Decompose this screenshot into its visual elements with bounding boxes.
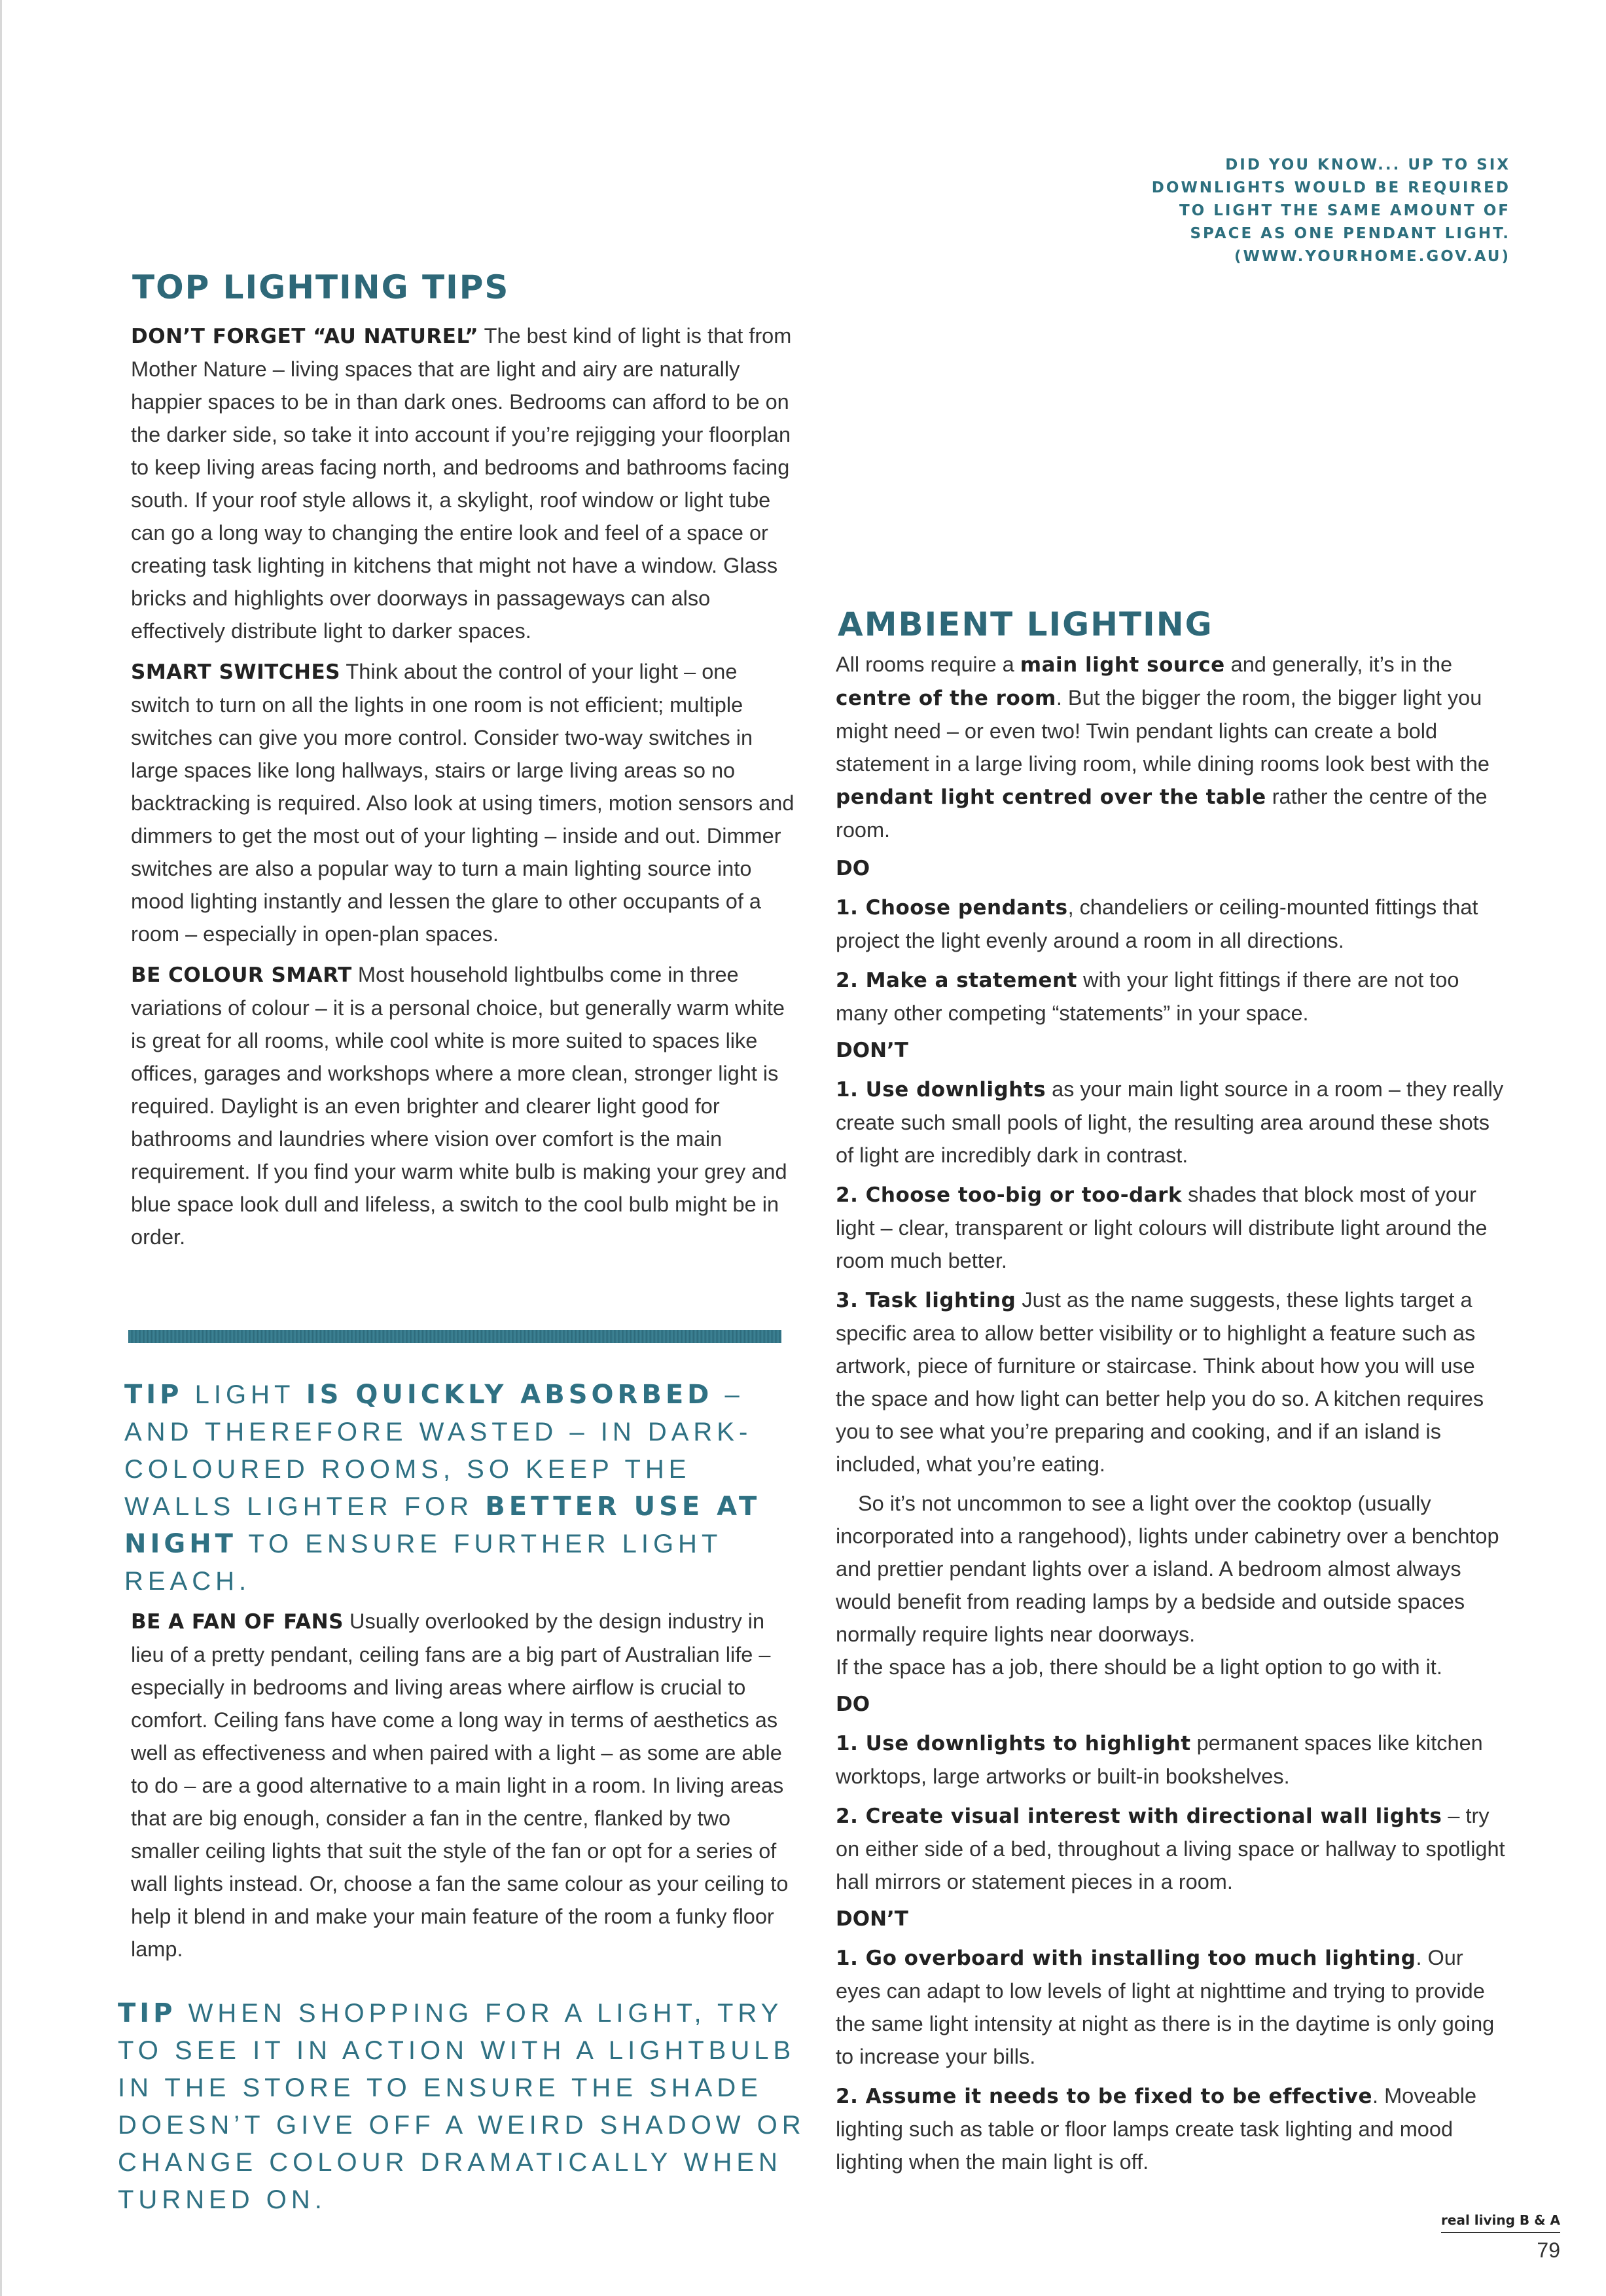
tip-lead: SMART SWITCHES: [131, 660, 340, 684]
do-item: [836, 1799, 1510, 1898]
item-lead: 1. Use downlights to highlight: [836, 1732, 1191, 1755]
do-item: [836, 1727, 1510, 1793]
tip-body: Most household lightbulbs come in three variations of colour – it is a personal choice, but generally warm white is great for all rooms, while cool white is more suited to spaces like offices, garages and workshops where a more clean, stronger light is required. Daylight is an even brighter and clearer light good for bathrooms and laundries where vision over comfort is the main requirement. If you find your warm white bulb is making your grey and blue space look dull and lifeless, a switch to the cool bulb might be in order.: [131, 963, 787, 1249]
fact-line: TO LIGHT THE SAME AMOUNT OF: [1179, 202, 1510, 219]
tip-paragraph-smart-switches: [131, 655, 798, 950]
do-subheading: DO: [836, 857, 870, 880]
ambient-column: [836, 648, 1510, 2185]
section-divider-bar: [128, 1330, 781, 1343]
top-tips-column: [131, 319, 798, 1261]
intro-text: and generally, it’s in the: [1224, 653, 1453, 676]
tip-paragraph-fans: [131, 1605, 792, 1965]
dont-subheading: DON’T: [836, 1907, 908, 1931]
tip-callout-shopping: [118, 1995, 812, 2219]
intro-text: All rooms require a: [836, 653, 1020, 676]
dont-item: [836, 1941, 1510, 2073]
item-text: . Moveable lighting such as table or floor lamps create task lighting and mood lighting when the main light is off.: [836, 2084, 1477, 2174]
do-item: [836, 963, 1510, 1030]
tip-body: Think about the control of your light – one switch to turn on all the lights in one room is not efficient; multiple switches can give you more control. Consider two-way switches in large spaces like long hallways, stairs or large living areas so no backtracking is required. Also look at using timers, motion sensors and dimmers to get the most out of your lighting – inside and out. Dimmer switches are also a popular way to turn a main lighting source into mood lighting instantly and lessen the glare to other occupants of a room – especially in open-plan spaces.: [131, 660, 794, 946]
page-number: 79: [1537, 2238, 1560, 2262]
item-text: Just as the name suggests, these lights target a specific area to allow better visibility or to highlight a feature such as artwork, piece of furniture or staircase. Think about how you will use the space and how light can better help you do so. A kitchen requires you to see what you’re preparing and cooking, and if an island is included, what you’re eating.: [836, 1288, 1484, 1476]
tip-text: TO ENSURE FURTHER LIGHT REACH.: [124, 1530, 722, 1596]
task-lighting-paragraph-3: If the space has a job, there should be a light option to go with it.: [836, 1655, 1442, 1679]
magazine-brand: real living B & A: [1441, 2212, 1560, 2233]
tip-lead: BE COLOUR SMART: [131, 963, 352, 987]
tip-paragraph-colour-smart: [131, 958, 798, 1253]
item-text: . Our eyes can adapt to low levels of light at nighttime and trying to provide the same light intensity at night as there is in the daytime is only going to increase your bills.: [836, 1946, 1495, 2068]
task-lighting-paragraph-2: So it’s not uncommon to see a light over the cooktop (usually incorporated into a rangehood), lights under cabinetry over a benchtop and prettier pendant lights over a island. A bedroom almost always would benefit from reading lamps by a bedside and outside spaces normally require lights near doorways.: [836, 1492, 1499, 1646]
tip-text: LIGHT: [183, 1380, 306, 1409]
dont-item: [836, 1073, 1510, 1172]
dont-item: [836, 1178, 1510, 1277]
tip-body: The best kind of light is that from Mother Nature – living spaces that are light and airy are naturally happier spaces to be in than dark ones. Bedrooms can afford to be on the darker side, so take it into account if you’re rejigging your floorplan to keep living areas facing north, and bedrooms and bathrooms facing south. If your roof style allows it, a skylight, roof window or light tube can go a long way to changing the entire look and feel of a space or creating task lighting in kitchens that might not have a window. Glass bricks and highlights over doorways in passageways can also effectively distribute light to darker spaces.: [131, 324, 792, 643]
tip-paragraph-au-naturel: [131, 319, 798, 647]
ambient-intro: [836, 648, 1510, 846]
dont-item: [836, 2079, 1510, 2178]
intro-emphasis: pendant light centred over the table: [836, 785, 1266, 809]
do-item: [836, 891, 1510, 957]
item-lead: 2. Make a statement: [836, 969, 1077, 992]
tip-emphasis: IS QUICKLY ABSORBED: [306, 1380, 713, 1410]
tip-text: – AND THEREFORE WASTED – IN DARK-COLOURED ROOMS, SO KEEP THE WALLS LIGHTER FOR: [124, 1380, 753, 1521]
tip-label: TIP: [124, 1380, 183, 1410]
intro-emphasis: main light source: [1020, 653, 1225, 677]
task-lighting-paragraph: [836, 1283, 1510, 1480]
item-lead: 2. Create visual interest with directional wall lights: [836, 1804, 1442, 1828]
item-lead: 1. Use downlights: [836, 1078, 1046, 1102]
item-lead: 2. Assume it needs to be fixed to be effective: [836, 2085, 1373, 2108]
item-text: – try on either side of a bed, throughout a living space or hallway to spotlight hall mirrors or statement pieces in a room.: [836, 1804, 1505, 1893]
fact-source-link[interactable]: (WWW.YOURHOME.GOV.AU): [1234, 248, 1510, 265]
intro-text: rather the centre of the room.: [836, 785, 1488, 842]
item-text: with your light fittings if there are not too many other competing “statements” in your space.: [836, 968, 1459, 1025]
intro-emphasis: centre of the room: [836, 687, 1056, 710]
item-text: shades that block most of your light – clear, transparent or light colours will distribute light around the room much better.: [836, 1183, 1488, 1272]
intro-text: . But the bigger the room, the bigger light you might need – or even two! Twin pendant lights can create a bold statement in a large living room, while dining rooms look best with the: [836, 686, 1490, 776]
top-lighting-tips-heading: TOP LIGHTING TIPS: [132, 268, 510, 306]
tip-callout-absorbed: [124, 1376, 805, 1600]
page-edge-divider: [0, 0, 2, 2296]
do-subheading: DO: [836, 1693, 870, 1716]
item-lead: 3. Task lighting: [836, 1289, 1016, 1312]
tip-text: WHEN SHOPPING FOR A LIGHT, TRY TO SEE IT IN ACTION WITH A LIGHTBULB IN THE STORE TO ENSURE THE SHADE DOESN’T GIVE OFF A WEIRD SHADOW OR CHANGE COLOUR DRAMATICALLY WHEN TURNED ON.: [118, 1999, 806, 2214]
tip-lead: BE A FAN OF FANS: [131, 1610, 344, 1634]
fact-line: DID YOU KNOW... UP TO SIX: [1225, 156, 1510, 173]
item-lead: 1. Choose pendants: [836, 896, 1068, 920]
item-lead: 2. Choose too-big or too-dark: [836, 1183, 1183, 1207]
item-lead: 1. Go overboard with installing too much lighting: [836, 1946, 1416, 1970]
tip-lead: DON’T FORGET “AU NATUREL”: [131, 325, 479, 348]
fans-column: [131, 1605, 792, 1973]
item-text: permanent spaces like kitchen worktops, large artworks or built-in bookshelves.: [836, 1731, 1483, 1788]
did-you-know-fact: [1118, 154, 1510, 268]
dont-subheading: DON’T: [836, 1039, 908, 1062]
fact-line: DOWNLIGHTS WOULD BE REQUIRED: [1151, 179, 1510, 196]
tip-body: Usually overlooked by the design industry in lieu of a pretty pendant, ceiling fans are a big part of Australian life – especially in bedrooms and living areas where airflow is crucial to comfort. Ceiling fans have come a long way in terms of aesthetics as well as effectiveness and when paired with a light – as some are able to do – are a good alternative to a main light in a room. In living areas that are big enough, consider a fan in the centre, flanked by two smaller ceiling lights that suit the style of the fan or opt for a series of wall lights instead. Or, choose a fan the same colour as your ceiling to help it blend in and make your main feature of the room a funky floor lamp.: [131, 1609, 789, 1961]
tip-emphasis: BETTER USE AT NIGHT: [124, 1492, 761, 1559]
ambient-lighting-heading: AMBIENT LIGHTING: [838, 605, 1213, 643]
item-text: , chandeliers or ceiling-mounted fittings that project the light evenly around a room in all directions.: [836, 895, 1478, 952]
fact-line: SPACE AS ONE PENDANT LIGHT.: [1190, 225, 1510, 242]
item-text: as your main light source in a room – they really create such small pools of light, the resulting area around these shots of light are incredibly dark in contrast.: [836, 1077, 1504, 1167]
tip-label: TIP: [118, 1998, 177, 2028]
